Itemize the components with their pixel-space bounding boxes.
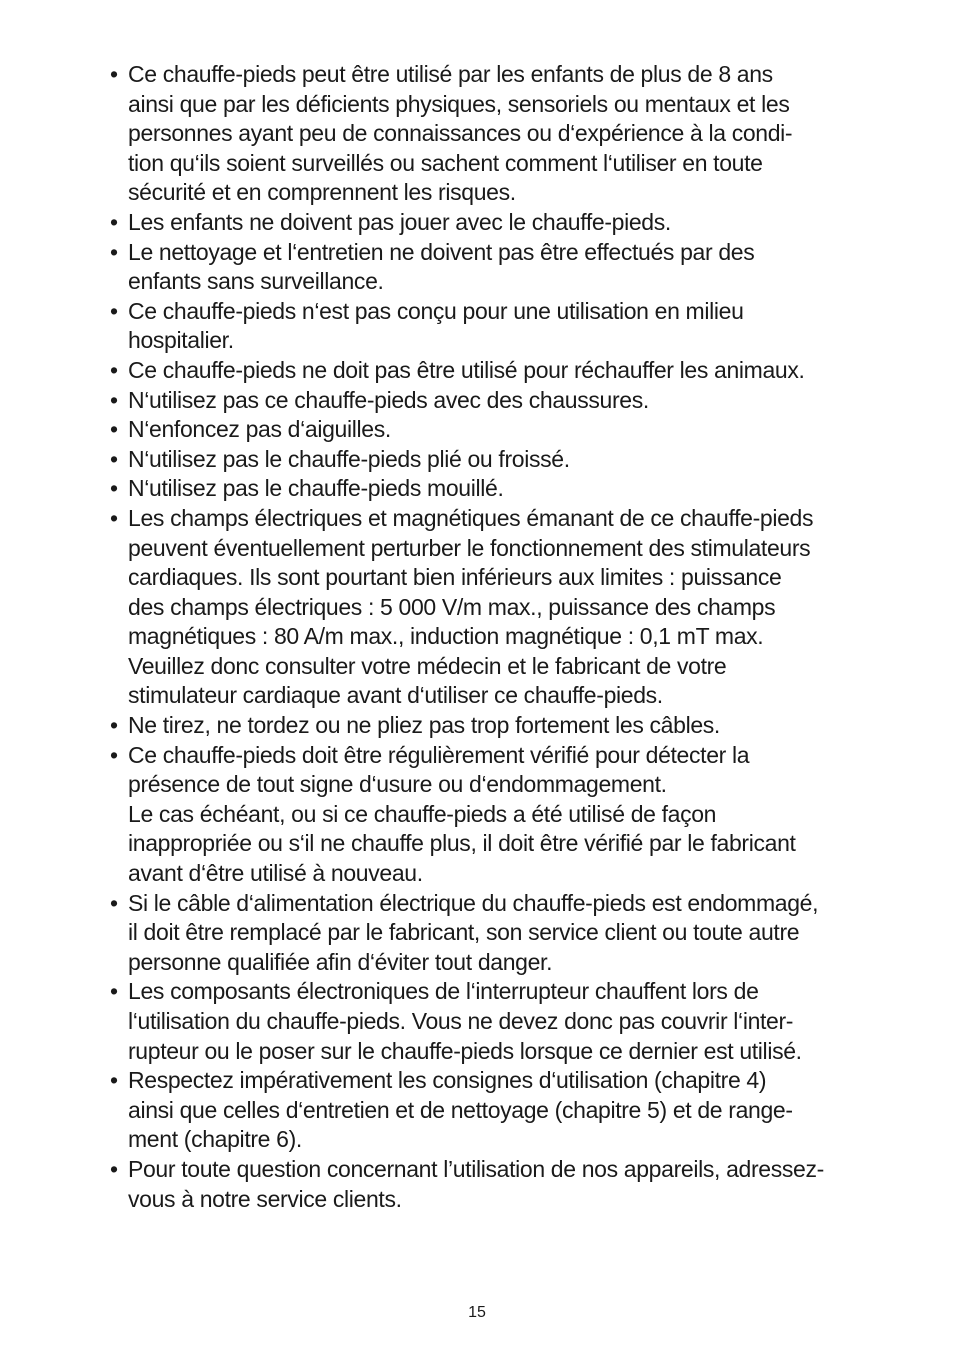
list-item	[110, 711, 900, 741]
bullet-icon: •	[110, 356, 118, 383]
list-item-text-line: Ce chauffe-pieds n‘est pas conçu pour une utilisation en milieu	[128, 297, 744, 324]
list-item-text-line: N‘utilisez pas le chauffe-pieds mouillé.	[128, 475, 504, 502]
list-item-text-line: des champs électriques : 5 000 V/m max., puissance des champs	[128, 593, 776, 620]
list-item-text-line: rupteur ou le poser sur le chauffe-pieds lorsque ce dernier est utilisé.	[128, 1037, 802, 1064]
list-item	[110, 415, 900, 445]
bullet-icon: •	[110, 445, 118, 472]
list-item-text-line: N‘enfoncez pas d‘aiguilles.	[128, 416, 391, 443]
list-item-text-line: N‘utilisez pas ce chauffe-pieds avec des chaussures.	[128, 386, 649, 413]
list-item-text-line: Si le câble d‘alimentation électrique du chauffe-pieds est endommagé,	[128, 889, 819, 916]
bullet-icon: •	[110, 1155, 118, 1182]
list-item-text-line: Le cas échéant, ou si ce chauffe-pieds a été utilisé de façon	[128, 800, 717, 827]
safety-instructions-list	[110, 60, 900, 1214]
list-item	[110, 238, 900, 297]
list-item-text-line: Respectez impérativement les consignes d‘utilisation (chapitre 4)	[128, 1067, 767, 1094]
list-item	[110, 386, 900, 416]
list-item-text-line: avant d‘être utilisé à nouveau.	[128, 860, 423, 887]
list-item-text-line: vous à notre service clients.	[128, 1185, 402, 1212]
list-item	[110, 977, 900, 1066]
list-item	[110, 1066, 900, 1155]
list-item-text-line: inappropriée ou s‘il ne chauffe plus, il doit être vérifié par le fabricant	[128, 830, 796, 857]
bullet-icon: •	[110, 208, 118, 235]
list-item	[110, 356, 900, 386]
list-item	[110, 504, 900, 711]
page-number: 15	[468, 1304, 486, 1321]
list-item-text-line: ainsi que par les déficients physiques, sensoriels ou mentaux et les	[128, 90, 790, 117]
list-item	[110, 208, 900, 238]
list-item-text-line: Ce chauffe-pieds ne doit pas être utilisé pour réchauffer les animaux.	[128, 356, 805, 383]
list-item	[110, 297, 900, 356]
list-item-text-line: Les composants électroniques de l‘interrupteur chauffent lors de	[128, 978, 759, 1005]
list-item-text-line: peuvent éventuellement perturber le fonctionnement des stimulateurs	[128, 534, 811, 561]
list-item-text-line: cardiaques. Ils sont pourtant bien inférieurs aux limites : puissance	[128, 564, 782, 591]
list-item-text-line: enfants sans surveillance.	[128, 268, 384, 295]
list-item-text-line: Pour toute question concernant l’utilisation de nos appareils, adressez-	[128, 1155, 824, 1182]
list-item-text-line: Le nettoyage et l‘entretien ne doivent pas être effectués par des	[128, 238, 755, 265]
bullet-icon: •	[110, 61, 118, 87]
list-item	[110, 1155, 900, 1214]
list-item-text-line: il doit être remplacé par le fabricant, son service client ou toute autre	[128, 919, 800, 946]
list-item-text-line: Ce chauffe-pieds doit être régulièrement vérifié pour détecter la	[128, 741, 750, 768]
list-item-text-line: sécurité et en comprennent les risques.	[128, 179, 516, 206]
list-item-text-line: stimulateur cardiaque avant d‘utiliser ce chauffe-pieds.	[128, 682, 663, 709]
list-item-text-line: personnes ayant peu de connaissances ou d‘expérience à la condi-	[128, 120, 793, 147]
bullet-icon: •	[110, 1067, 118, 1094]
bullet-icon: •	[110, 978, 118, 1005]
bullet-icon: •	[110, 297, 118, 324]
list-item-text-line: Ce chauffe-pieds peut être utilisé par les enfants de plus de 8 ans	[128, 61, 773, 87]
bullet-icon: •	[110, 889, 118, 916]
list-item	[110, 741, 900, 889]
list-item-text-line: personne qualifiée afin d‘éviter tout danger.	[128, 948, 553, 975]
list-item-text-line: ment (chapitre 6).	[128, 1126, 302, 1153]
bullet-icon: •	[110, 416, 118, 443]
list-item-text-line: présence de tout signe d‘usure ou d‘endommagement.	[128, 771, 667, 798]
list-item	[110, 60, 900, 208]
list-item	[110, 474, 900, 504]
bullet-icon: •	[110, 712, 118, 739]
bullet-icon: •	[110, 504, 118, 531]
list-item-text-line: tion qu‘ils soient surveillés ou sachent comment l‘utiliser en toute	[128, 149, 763, 176]
list-item	[110, 889, 900, 978]
bullet-icon: •	[110, 475, 118, 502]
list-item	[110, 445, 900, 475]
bullet-icon: •	[110, 741, 118, 768]
list-item-text-line: hospitalier.	[128, 327, 234, 354]
list-item-text-line: N‘utilisez pas le chauffe-pieds plié ou froissé.	[128, 445, 570, 472]
list-item-text-line: Les champs électriques et magnétiques émanant de ce chauffe-pieds	[128, 504, 814, 531]
list-item-text-line: l‘utilisation du chauffe-pieds. Vous ne devez donc pas couvrir l‘inter-	[128, 1008, 794, 1034]
list-item-text-line: Ne tirez, ne tordez ou ne pliez pas trop fortement les câbles.	[128, 712, 720, 739]
list-item-text-line: Les enfants ne doivent pas jouer avec le chauffe-pieds.	[128, 208, 671, 235]
document-page	[110, 60, 900, 1214]
list-item-text-line: magnétiques : 80 A/m max., induction magnétique : 0,1 mT max.	[128, 623, 764, 650]
list-item-text-line: ainsi que celles d‘entretien et de nettoyage (chapitre 5) et de range-	[128, 1096, 793, 1123]
bullet-icon: •	[110, 386, 118, 413]
bullet-icon: •	[110, 238, 118, 265]
list-item-text-line: Veuillez donc consulter votre médecin et le fabricant de votre	[128, 652, 727, 679]
